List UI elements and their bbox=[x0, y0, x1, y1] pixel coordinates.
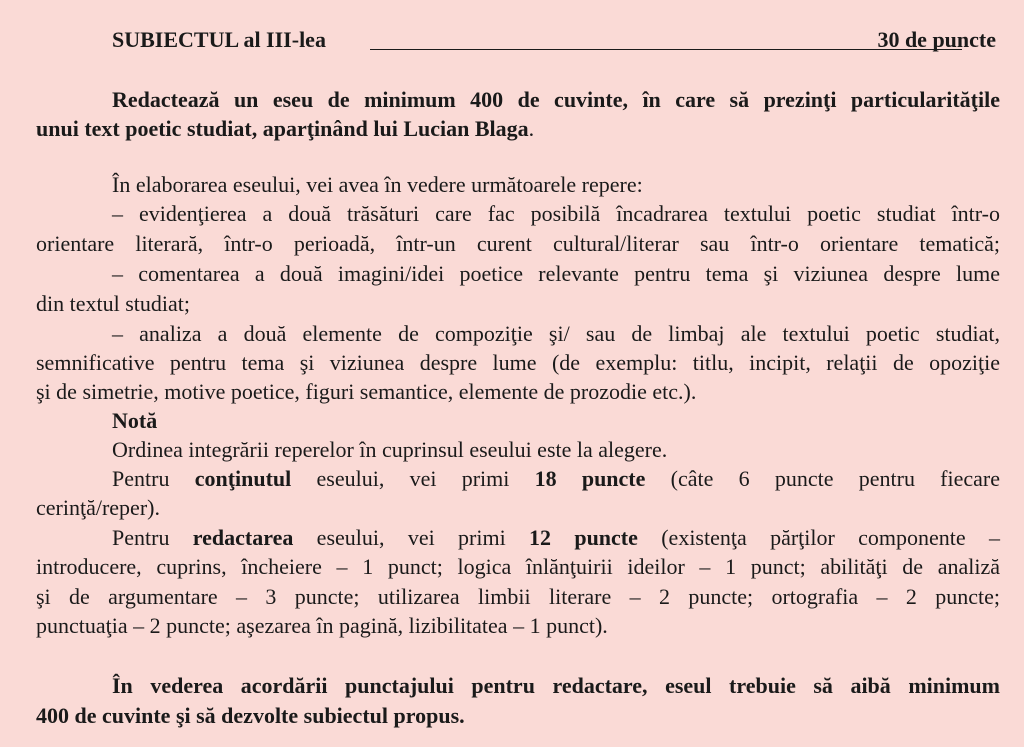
reper-3-line-1: – analiza a două elemente de compoziţie şi/ sau de limbaj ale textului poetic studiat, bbox=[112, 321, 1000, 346]
content-points: 18 puncte bbox=[534, 466, 646, 491]
reper-3-line-2: semnificative pentru tema şi viziunea despre lume (de exemplu: titlu, incipit, relaţii de opoziţie bbox=[36, 350, 1000, 375]
note-title: Notă bbox=[112, 408, 158, 433]
reper-3-line-3: şi de simetrie, motive poetice, figuri semantice, elemente de prozodie etc.). bbox=[36, 379, 697, 404]
redaction-pre: Pentru bbox=[112, 525, 193, 550]
task-line-1: Redactează un eseu de minimum 400 de cuvinte, în care să prezinţi particularităţile bbox=[112, 87, 1000, 112]
final-line-2: 400 de cuvinte şi să dezvolte subiectul propus. bbox=[36, 703, 465, 728]
subject-points: 30 de puncte bbox=[877, 27, 996, 52]
task-line-2 bbox=[36, 115, 1000, 143]
redaction-line-2: introducere, cuprins, încheiere – 1 punct; logica înlănţuirii ideilor – 1 punct; abilităţi de analiză bbox=[36, 554, 1000, 579]
final-line-1: În vederea acordării punctajului pentru redactare, eseul trebuie să aibă minimum bbox=[112, 673, 1000, 698]
redaction-line-3: şi de argumentare – 3 puncte; utilizarea limbii literare – 2 puncte; ortografia – 2 puncte; bbox=[36, 584, 1000, 609]
underline-rule bbox=[370, 49, 962, 50]
content-mid: eseului, vei primi bbox=[291, 466, 535, 491]
redaction-line-4: punctuaţia – 2 puncte; aşezarea în pagină, lizibilitatea – 1 punct). bbox=[36, 613, 608, 638]
redaction-bold: redactarea bbox=[192, 525, 294, 550]
note-order: Ordinea integrării reperelor în cuprinsul eseului este la alegere. bbox=[112, 437, 668, 462]
content-post: (câte 6 puncte pentru fiecare bbox=[645, 466, 1000, 491]
reper-1-line-2: orientare literară, într-o perioadă, într-un curent cultural/literar sau într-o orientare tematică; bbox=[36, 231, 1000, 256]
content-points-line-2: cerinţă/reper). bbox=[36, 495, 160, 520]
subject-header bbox=[112, 27, 996, 57]
task-line-2-end: . bbox=[528, 116, 535, 141]
reper-2-line-1: – comentarea a două imagini/idei poetice relevante pentru tema şi viziunea despre lume bbox=[112, 261, 1000, 286]
redaction-post: (existenţa părţilor componente – bbox=[637, 525, 1000, 550]
redaction-mid: eseului, vei primi bbox=[293, 525, 530, 550]
redaction-points-line-1 bbox=[112, 524, 1000, 552]
guidelines-intro: În elaborarea eseului, vei avea în vedere următoarele repere: bbox=[112, 172, 643, 197]
redaction-points: 12 puncte bbox=[529, 525, 638, 550]
reper-1-line-1: – evidenţierea a două trăsături care fac posibilă încadrarea textului poetic studiat într-o bbox=[112, 201, 1000, 226]
content-pre: Pentru bbox=[112, 466, 195, 491]
content-points-line-1 bbox=[112, 465, 1000, 493]
subject-title: SUBIECTUL al III-lea bbox=[112, 27, 326, 52]
task-line-2-bold: unui text poetic studiat, aparţinând lui Lucian Blaga bbox=[36, 116, 529, 141]
reper-2-line-2: din textul studiat; bbox=[36, 291, 190, 316]
content-bold: conţinutul bbox=[194, 466, 292, 491]
